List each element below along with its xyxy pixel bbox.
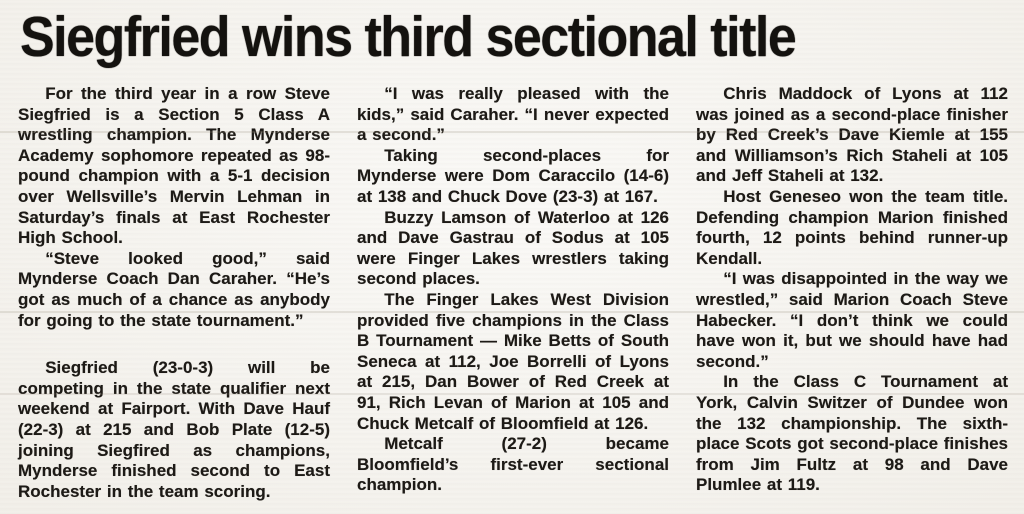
article-paragraph: Taking second-places for Mynderse were Dom Caraccilo (14-6) at 138 and Chuck Dove (23-3) at 167. <box>357 145 669 206</box>
article-paragraph: Chris Maddock of Lyons at 112 was joined as a second-place finisher by Red Creek’s Dave Kiemle at 155 and Williamson’s Rich Staheli at 105 and Jeff Staheli at 132. <box>696 84 1008 186</box>
article-paragraph: Host Geneseo won the team title. Defending champion Marion finished fourth, 12 points behind runner-up Kendall. <box>696 186 1008 268</box>
article-paragraph: “I was disappointed in the way we wrestled,” said Marion Coach Steve Habecker. “I don’t think we could have won it, but we should have had second.” <box>696 269 1008 371</box>
article-column-1 <box>18 84 330 502</box>
article-paragraph: Metcalf (27-2) became Bloomfield’s first-ever sectional champion. <box>357 434 669 495</box>
article-paragraph: “I was really pleased with the kids,” said Caraher. “I never expected a second.” <box>357 84 669 145</box>
article-paragraph: Buzzy Lamson of Waterloo at 126 and Dave Gastrau of Sodus at 105 were Finger Lakes wrestlers taking second places. <box>357 207 669 289</box>
headline: Siegfried wins third sectional title <box>20 6 796 69</box>
article-paragraph: The Finger Lakes West Division provided five champions in the Class B Tournament — Mike Betts of South Seneca at 112, Joe Borrelli of Lyons at 215, Dan Bower of Red Creek at 91, Rich Levan of Marion at 105 and Chuck Metcalf of Bloomfield at 126. <box>357 289 669 433</box>
article-column-2 <box>357 84 669 502</box>
article-paragraph: In the Class C Tournament at York, Calvin Switzer of Dundee won the 132 championship. The sixth-place Scots got second-place finishes from Jim Fultz at 98 and Dave Plumlee at 119. <box>696 372 1008 495</box>
article-paragraph: “Steve looked good,” said Mynderse Coach Dan Caraher. “He’s got as much of a chance as anybody for going to the state tournament.” <box>18 248 330 330</box>
article-paragraph: For the third year in a row Steve Siegfried is a Section 5 Class A wrestling champion. The Mynderse Academy sophomore repeated as 98-pound champion with a 5-1 decision over Wellsville’s Mervin Lehman in Saturday’s finals at East Rochester High School. <box>18 84 330 248</box>
article-body <box>18 84 1008 502</box>
article-column-3 <box>696 84 1008 502</box>
article-paragraph: Siegfried (23-0-3) will be competing in the state qualifier next weekend at Fairport. With Dave Hauf (22-3) at 215 and Bob Plate (12-5) joining Siegfired as champions, Mynderse finished second to East Rochester in the team scoring. <box>18 358 330 501</box>
